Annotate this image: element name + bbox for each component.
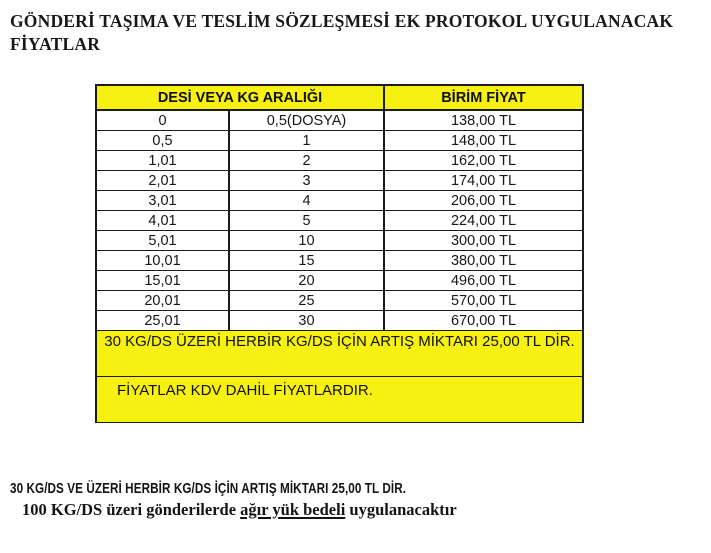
table-cell: 10,01	[96, 251, 229, 271]
page-title: GÖNDERİ TAŞIMA VE TESLİM SÖZLEŞMESİ EK PROTOKOL UYGULANACAK FİYATLAR	[10, 11, 674, 55]
table-cell: 0	[96, 110, 229, 131]
table-cell: 15,01	[96, 271, 229, 291]
table-cell: 3,01	[96, 191, 229, 211]
table-cell: 2	[229, 151, 384, 171]
header-cell-price: BİRİM FİYAT	[384, 85, 583, 110]
table-cell: 174,00 TL	[384, 171, 583, 191]
table-cell: 224,00 TL	[384, 211, 583, 231]
note-vat-text: FİYATLAR KDV DAHİL FİYATLARDIR.	[96, 377, 583, 423]
table-row	[96, 211, 583, 231]
table-row	[96, 251, 583, 271]
table-row	[96, 151, 583, 171]
table-row	[96, 231, 583, 251]
table-cell: 0,5(DOSYA)	[229, 110, 384, 131]
table-row	[96, 191, 583, 211]
price-table-header	[96, 85, 583, 110]
table-row	[96, 131, 583, 151]
table-row	[96, 271, 583, 291]
note-row-increase	[96, 331, 583, 377]
table-cell: 2,01	[96, 171, 229, 191]
table-cell: 1	[229, 131, 384, 151]
table-cell: 10	[229, 231, 384, 251]
table-cell: 300,00 TL	[384, 231, 583, 251]
table-cell: 570,00 TL	[384, 291, 583, 311]
table-cell: 670,00 TL	[384, 311, 583, 331]
price-table-body	[96, 110, 583, 331]
table-cell: 5	[229, 211, 384, 231]
footer-note-increase: 30 KG/DS VE ÜZERİ HERBİR KG/DS İÇİN ARTIŞ MİKTARI 25,00 TL DİR.	[10, 480, 407, 497]
table-cell: 3	[229, 171, 384, 191]
table-cell: 4	[229, 191, 384, 211]
table-row	[96, 291, 583, 311]
footer-heavy-load-underlined: ağır yük bedeli	[240, 500, 346, 519]
table-cell: 0,5	[96, 131, 229, 151]
table-cell: 496,00 TL	[384, 271, 583, 291]
table-cell: 4,01	[96, 211, 229, 231]
table-cell: 1,01	[96, 151, 229, 171]
footer-heavy-load-suffix: uygulanacaktır	[345, 500, 457, 519]
table-cell: 380,00 TL	[384, 251, 583, 271]
footer-heavy-load-prefix: 100 KG/DS üzeri gönderilerde	[22, 500, 241, 519]
price-table-notes	[96, 331, 583, 423]
table-row	[96, 171, 583, 191]
footer-note-heavy-load	[22, 500, 457, 520]
note-increase-text: 30 KG/DS ÜZERİ HERBİR KG/DS İÇİN ARTIŞ MİKTARI 25,00 TL DİR.	[96, 331, 583, 377]
header-row	[96, 85, 583, 110]
table-cell: 25,01	[96, 311, 229, 331]
table-cell: 206,00 TL	[384, 191, 583, 211]
table-cell: 20	[229, 271, 384, 291]
table-cell: 20,01	[96, 291, 229, 311]
table-cell: 148,00 TL	[384, 131, 583, 151]
header-cell-range: DESİ VEYA KG ARALIĞI	[96, 85, 384, 110]
table-cell: 25	[229, 291, 384, 311]
table-row	[96, 311, 583, 331]
table-row	[96, 110, 583, 131]
table-cell: 138,00 TL	[384, 110, 583, 131]
table-cell: 5,01	[96, 231, 229, 251]
note-row-vat	[96, 377, 583, 423]
table-cell: 162,00 TL	[384, 151, 583, 171]
table-cell: 30	[229, 311, 384, 331]
price-table	[95, 84, 584, 423]
table-cell: 15	[229, 251, 384, 271]
